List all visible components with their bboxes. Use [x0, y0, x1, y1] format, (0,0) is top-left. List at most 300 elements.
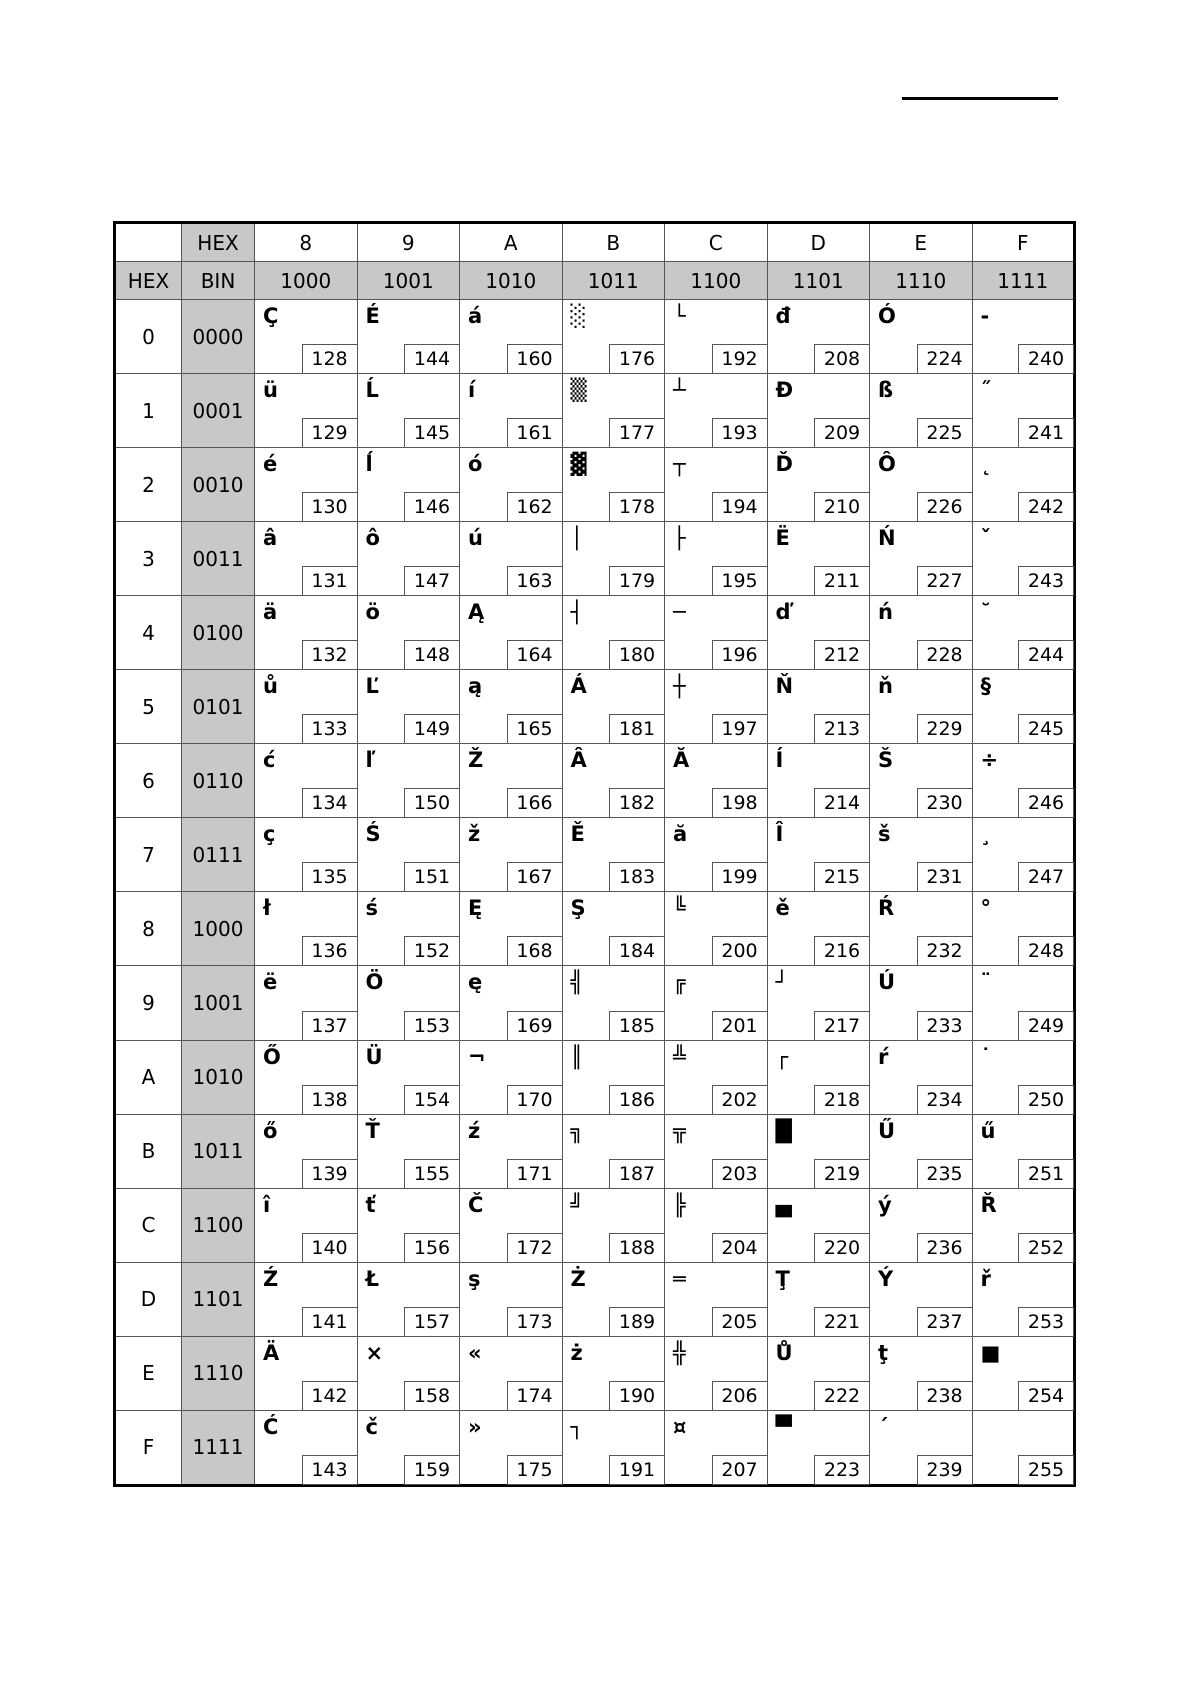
char-code-number: 203 [712, 1159, 768, 1189]
bin-header-row [115, 262, 1075, 300]
column-hex-header: B [562, 223, 665, 262]
char-cell [460, 966, 563, 1040]
char-glyph: Ę [468, 896, 483, 921]
char-code-number: 231 [917, 862, 973, 892]
char-cell [665, 892, 768, 966]
char-code-number: 129 [302, 418, 358, 448]
char-code-number: 250 [1018, 1085, 1074, 1115]
char-code-number: 156 [404, 1233, 460, 1263]
table-row [115, 1262, 1075, 1336]
char-code-number: 166 [507, 788, 563, 818]
char-code-number: 213 [814, 714, 870, 744]
char-glyph: Ď [775, 452, 793, 477]
char-cell [665, 1336, 768, 1410]
char-cell [665, 448, 768, 522]
char-code-number: 192 [712, 344, 768, 374]
char-glyph: ę [468, 970, 483, 995]
char-glyph: « [468, 1340, 482, 1365]
char-code-number: 149 [404, 714, 460, 744]
column-hex-header: 9 [357, 223, 460, 262]
char-cell [562, 1410, 665, 1485]
char-code-number: 178 [609, 492, 665, 522]
char-code-number: 254 [1018, 1381, 1074, 1411]
char-cell [460, 892, 563, 966]
char-code-number: 160 [507, 344, 563, 374]
char-code-number: 181 [609, 714, 665, 744]
char-glyph: ┬ [673, 452, 686, 477]
column-bin-header: 1000 [255, 262, 358, 300]
char-glyph: ˇ [980, 526, 991, 551]
char-glyph: Ş [570, 896, 586, 921]
char-code-number: 140 [302, 1233, 358, 1263]
row-hex-cell: 2 [115, 448, 182, 522]
char-code-number: 154 [404, 1085, 460, 1115]
table-row [115, 1410, 1075, 1485]
char-cell [255, 966, 358, 1040]
char-cell [255, 374, 358, 448]
char-code-number: 188 [609, 1233, 665, 1263]
char-code-number: 179 [609, 566, 665, 596]
table-row [115, 1336, 1075, 1410]
char-cell [972, 448, 1075, 522]
char-glyph: Ą [468, 600, 485, 625]
char-cell [562, 1336, 665, 1410]
char-glyph: ╬ [673, 1340, 686, 1365]
table-row [115, 1040, 1075, 1114]
char-code-number: 207 [712, 1455, 768, 1485]
char-code-number: 215 [814, 862, 870, 892]
row-hex-cell: 0 [115, 300, 182, 374]
char-code-number: 230 [917, 788, 973, 818]
char-glyph: Ţ [775, 1266, 790, 1291]
char-cell [460, 374, 563, 448]
char-glyph: ┐ [570, 1414, 584, 1439]
char-code-number: 128 [302, 344, 358, 374]
char-glyph: Ż [570, 1266, 586, 1291]
char-code-number: 220 [814, 1233, 870, 1263]
char-glyph: ş [468, 1266, 481, 1291]
char-code-number: 245 [1018, 714, 1074, 744]
char-glyph: Ů [775, 1340, 793, 1365]
char-cell [665, 966, 768, 1040]
char-code-number: 135 [302, 862, 358, 892]
char-cell [460, 670, 563, 744]
row-hex-cell: 8 [115, 892, 182, 966]
char-code-number: 197 [712, 714, 768, 744]
char-code-number: 182 [609, 788, 665, 818]
char-cell [357, 1114, 460, 1188]
char-cell [357, 1336, 460, 1410]
char-code-number: 236 [917, 1233, 973, 1263]
char-glyph: - [980, 304, 990, 329]
top-rule-line [902, 97, 1058, 100]
char-cell [357, 744, 460, 818]
char-glyph: Ž [468, 748, 484, 773]
char-glyph: Ŕ [878, 896, 895, 921]
char-glyph: ░ [570, 304, 587, 329]
char-cell [562, 1114, 665, 1188]
char-cell [870, 1040, 973, 1114]
row-hex-cell: A [115, 1040, 182, 1114]
char-cell [767, 966, 870, 1040]
column-bin-header: 1100 [665, 262, 768, 300]
char-code-number: 158 [404, 1381, 460, 1411]
char-glyph: ÷ [980, 748, 999, 773]
bin-label-cell: BIN [182, 262, 255, 300]
char-glyph: ś [365, 896, 378, 921]
char-code-number: 183 [609, 862, 665, 892]
character-code-table [113, 221, 1076, 1487]
char-glyph: ▓ [570, 452, 587, 477]
char-glyph: § [980, 674, 991, 699]
char-glyph: ╔ [673, 970, 686, 995]
char-cell [665, 1040, 768, 1114]
char-cell [870, 1114, 973, 1188]
char-code-number: 165 [507, 714, 563, 744]
char-cell [870, 818, 973, 892]
char-cell [460, 1262, 563, 1336]
char-glyph: Ř [980, 1192, 997, 1217]
char-glyph: Ű [878, 1118, 896, 1143]
char-cell [562, 300, 665, 374]
char-glyph: ű [980, 1118, 996, 1143]
char-code-number: 157 [404, 1307, 460, 1337]
char-cell [255, 1410, 358, 1485]
char-glyph: ľ [365, 748, 376, 773]
char-glyph: Á [570, 674, 587, 699]
column-hex-header: D [767, 223, 870, 262]
row-bin-cell: 0001 [182, 374, 255, 448]
char-cell [870, 1336, 973, 1410]
char-cell [255, 1040, 358, 1114]
char-code-number: 169 [507, 1011, 563, 1041]
char-cell [665, 818, 768, 892]
char-glyph: Ú [878, 970, 896, 995]
char-code-number: 253 [1018, 1307, 1074, 1337]
char-cell [665, 596, 768, 670]
char-cell [870, 300, 973, 374]
char-glyph: ˙ [980, 1044, 991, 1069]
char-code-number: 130 [302, 492, 358, 522]
char-cell [460, 1040, 563, 1114]
char-glyph: │ [570, 526, 584, 551]
char-code-number: 139 [302, 1159, 358, 1189]
char-cell [870, 596, 973, 670]
row-hex-cell: 3 [115, 522, 182, 596]
char-code-number: 151 [404, 862, 460, 892]
column-bin-header: 1101 [767, 262, 870, 300]
char-glyph: Ý [878, 1266, 894, 1291]
char-cell [972, 966, 1075, 1040]
char-cell [460, 1410, 563, 1485]
char-code-number: 209 [814, 418, 870, 448]
char-glyph: Í [775, 748, 784, 773]
char-glyph: đ [775, 304, 791, 329]
char-glyph: é [263, 452, 278, 477]
char-cell [870, 744, 973, 818]
char-code-number: 219 [814, 1159, 870, 1189]
char-cell [255, 596, 358, 670]
table-row [115, 744, 1075, 818]
row-hex-cell: 6 [115, 744, 182, 818]
table-row [115, 448, 1075, 522]
char-cell [767, 448, 870, 522]
char-code-number: 233 [917, 1011, 973, 1041]
row-hex-label-cell: HEX [115, 262, 182, 300]
char-cell [972, 1336, 1075, 1410]
char-code-number: 186 [609, 1085, 665, 1115]
char-code-number: 152 [404, 936, 460, 966]
char-glyph: ╩ [673, 1044, 686, 1069]
char-cell [255, 818, 358, 892]
char-code-number: 242 [1018, 492, 1074, 522]
char-glyph: Ő [263, 1044, 281, 1069]
char-glyph: ╣ [570, 970, 584, 995]
char-glyph: ┌ [775, 1044, 789, 1069]
char-cell [767, 892, 870, 966]
char-glyph: ˘ [980, 600, 991, 625]
char-code-number: 255 [1018, 1455, 1074, 1485]
char-glyph: ┘ [775, 970, 789, 995]
char-code-number: 170 [507, 1085, 563, 1115]
char-cell [255, 744, 358, 818]
char-glyph: ç [263, 822, 276, 847]
table-row [115, 818, 1075, 892]
char-code-number: 175 [507, 1455, 563, 1485]
char-cell [357, 818, 460, 892]
char-code-number: 196 [712, 640, 768, 670]
char-glyph: á [468, 304, 483, 329]
char-glyph: ¤ [673, 1414, 687, 1439]
char-glyph: Ü [365, 1044, 383, 1069]
char-code-number: 199 [712, 862, 768, 892]
char-cell [357, 892, 460, 966]
char-glyph: ╚ [673, 896, 686, 921]
char-glyph: ó [468, 452, 483, 477]
char-glyph: ˝ [980, 378, 991, 403]
char-cell [562, 448, 665, 522]
char-glyph: ë [263, 970, 278, 995]
row-bin-cell: 0110 [182, 744, 255, 818]
table-row [115, 374, 1075, 448]
char-code-number: 200 [712, 936, 768, 966]
char-glyph: ř [980, 1266, 991, 1291]
char-code-number: 223 [814, 1455, 870, 1485]
char-glyph: ţ [878, 1340, 889, 1365]
char-glyph: ä [263, 600, 278, 625]
char-code-number: 168 [507, 936, 563, 966]
char-code-number: 241 [1018, 418, 1074, 448]
char-glyph: ´ [878, 1414, 889, 1439]
char-cell [767, 1188, 870, 1262]
char-cell [870, 670, 973, 744]
char-glyph: ő [263, 1118, 278, 1143]
char-glyph: Ĺ [365, 378, 379, 403]
char-glyph: Ö [365, 970, 384, 995]
char-glyph: ¬ [468, 1044, 486, 1069]
char-glyph: Ł [365, 1266, 379, 1291]
row-bin-cell: 0011 [182, 522, 255, 596]
table-row [115, 892, 1075, 966]
char-glyph: Ç [263, 304, 279, 329]
char-cell [870, 374, 973, 448]
char-code-number: 240 [1018, 344, 1074, 374]
row-bin-cell: 1010 [182, 1040, 255, 1114]
row-bin-cell: 0100 [182, 596, 255, 670]
char-cell [870, 448, 973, 522]
char-glyph: ź [468, 1118, 481, 1143]
char-glyph: ŕ [878, 1044, 889, 1069]
char-glyph: Č [468, 1192, 484, 1217]
char-glyph: Ě [570, 822, 585, 847]
char-cell [255, 1114, 358, 1188]
char-glyph: Ź [263, 1266, 279, 1291]
char-glyph: Â [570, 748, 587, 773]
char-code-number: 148 [404, 640, 460, 670]
char-cell [665, 374, 768, 448]
char-glyph: Ť [365, 1118, 380, 1143]
char-cell [972, 596, 1075, 670]
char-code-number: 249 [1018, 1011, 1074, 1041]
char-cell [460, 1188, 563, 1262]
char-glyph: â [263, 526, 278, 551]
char-glyph: Ó [878, 304, 896, 329]
char-code-number: 214 [814, 788, 870, 818]
char-code-number: 143 [302, 1455, 358, 1485]
char-code-number: 171 [507, 1159, 563, 1189]
char-code-number: 202 [712, 1085, 768, 1115]
char-cell [767, 1262, 870, 1336]
char-cell [562, 818, 665, 892]
char-cell [767, 1410, 870, 1485]
char-glyph: Đ [775, 378, 794, 403]
char-code-number: 142 [302, 1381, 358, 1411]
char-cell [357, 522, 460, 596]
char-cell [562, 374, 665, 448]
char-cell [972, 1262, 1075, 1336]
table-row [115, 1114, 1075, 1188]
row-hex-cell: F [115, 1410, 182, 1485]
char-glyph: ł [263, 896, 271, 921]
char-glyph: Ň [775, 674, 794, 699]
char-glyph: ╗ [570, 1118, 584, 1143]
char-cell [255, 892, 358, 966]
char-code-number: 173 [507, 1307, 563, 1337]
char-cell [972, 522, 1075, 596]
column-hex-header: C [665, 223, 768, 262]
char-code-number: 204 [712, 1233, 768, 1263]
char-cell [767, 374, 870, 448]
char-code-number: 208 [814, 344, 870, 374]
char-code-number: 216 [814, 936, 870, 966]
char-cell [357, 670, 460, 744]
row-bin-cell: 1110 [182, 1336, 255, 1410]
char-code-number: 144 [404, 344, 460, 374]
column-hex-header: 8 [255, 223, 358, 262]
char-glyph: ┤ [570, 600, 584, 625]
column-bin-header: 1110 [870, 262, 973, 300]
char-code-number: 228 [917, 640, 973, 670]
char-cell [460, 818, 563, 892]
char-cell [972, 818, 1075, 892]
char-glyph: ú [468, 526, 483, 551]
char-glyph: ¨ [980, 970, 991, 995]
char-glyph: É [365, 304, 380, 329]
column-bin-header: 1010 [460, 262, 563, 300]
char-cell [870, 1410, 973, 1485]
char-code-number: 163 [507, 566, 563, 596]
char-cell [460, 522, 563, 596]
char-cell [767, 1114, 870, 1188]
char-glyph: ▀ [775, 1414, 792, 1439]
table-row [115, 300, 1075, 374]
char-glyph: ů [263, 674, 278, 699]
char-glyph: ă [673, 822, 688, 847]
char-code-number: 205 [712, 1307, 768, 1337]
row-bin-cell: 1001 [182, 966, 255, 1040]
char-code-number: 239 [917, 1455, 973, 1485]
char-code-number: 180 [609, 640, 665, 670]
char-code-number: 187 [609, 1159, 665, 1189]
char-cell [972, 300, 1075, 374]
char-code-number: 221 [814, 1307, 870, 1337]
corner-blank-cell [115, 223, 182, 262]
char-cell [972, 892, 1075, 966]
row-hex-cell: 7 [115, 818, 182, 892]
char-code-number: 194 [712, 492, 768, 522]
char-cell [972, 1040, 1075, 1114]
char-cell [562, 1262, 665, 1336]
table-row [115, 1188, 1075, 1262]
char-glyph: ╦ [673, 1118, 686, 1143]
char-code-number: 224 [917, 344, 973, 374]
char-glyph: ě [775, 896, 790, 921]
char-glyph: ż [570, 1340, 583, 1365]
char-cell [255, 448, 358, 522]
row-bin-cell: 1100 [182, 1188, 255, 1262]
char-glyph: ď [775, 600, 791, 625]
char-glyph: ─ [673, 600, 686, 625]
row-hex-cell: 5 [115, 670, 182, 744]
char-glyph: Ô [878, 452, 896, 477]
char-glyph: ┴ [673, 378, 686, 403]
char-glyph: ├ [673, 526, 686, 551]
char-code-number: 226 [917, 492, 973, 522]
char-code-number: 251 [1018, 1159, 1074, 1189]
char-glyph: ć [263, 748, 276, 773]
char-code-number: 218 [814, 1085, 870, 1115]
char-glyph: ý [878, 1192, 892, 1217]
char-glyph: Š [878, 748, 894, 773]
char-glyph: Ľ [365, 674, 379, 699]
char-glyph: č [365, 1414, 378, 1439]
char-cell [767, 818, 870, 892]
char-glyph: ▒ [570, 378, 587, 403]
row-bin-cell: 1000 [182, 892, 255, 966]
char-cell [357, 448, 460, 522]
char-glyph: í [468, 378, 476, 403]
char-cell [767, 670, 870, 744]
char-glyph: ą [468, 674, 483, 699]
char-code-number: 132 [302, 640, 358, 670]
table-row [115, 670, 1075, 744]
char-cell [665, 1114, 768, 1188]
char-code-number: 252 [1018, 1233, 1074, 1263]
char-glyph: ö [365, 600, 380, 625]
char-glyph: Ä [263, 1340, 280, 1365]
row-hex-cell: 4 [115, 596, 182, 670]
char-cell [972, 1114, 1075, 1188]
